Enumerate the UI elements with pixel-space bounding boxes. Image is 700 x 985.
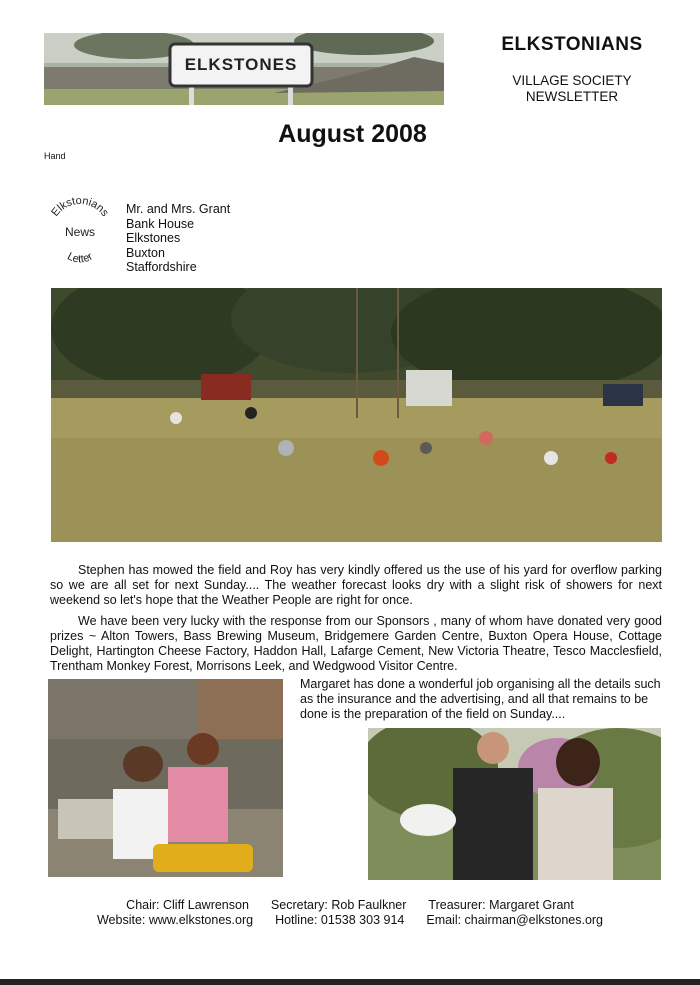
address-line: Bank House	[126, 216, 195, 231]
address-line: Elkstones	[126, 231, 181, 245]
footer-hotline: Hotline: 01538 303 914	[275, 913, 405, 927]
newsletter-logo	[44, 196, 116, 272]
bottom-edge	[0, 979, 700, 985]
logo-top-text: Elkstonians	[49, 196, 111, 219]
delivery-note: Hand	[44, 151, 66, 161]
address-line: Staffordshire	[126, 260, 197, 274]
footer-chair: Chair: Cliff Lawrenson	[126, 898, 249, 912]
footer-website: Website: www.elkstones.org	[96, 913, 254, 927]
footer-secretary: Secretary: Rob Faulkner	[270, 898, 407, 912]
paragraph-sponsors	[50, 614, 662, 674]
paragraph-text: Stephen has mowed the field and Roy has very kindly offered us the use of his yard for overflow parking so we are all set for next Sunday.... The weather forecast looks dry with a slight risk of showers for next weekend so let's hope that the Weather People are right for once.	[50, 563, 662, 607]
baking-photo	[48, 679, 283, 877]
footer-officers	[0, 898, 700, 912]
footer-treasurer: Treasurer: Margaret Grant	[428, 898, 574, 912]
footer-contacts	[0, 913, 700, 927]
subtitle-line-1: VILLAGE SOCIETY	[512, 73, 632, 88]
prize-photo	[368, 728, 661, 880]
address-line: Buxton	[126, 245, 165, 260]
paragraph-parking	[50, 563, 662, 608]
newsletter-subtitle	[472, 73, 672, 105]
footer-email: Email: chairman@elkstones.org	[426, 913, 604, 927]
svg-text:Letter	[65, 250, 95, 265]
newsletter-title: ELKSTONIANS	[501, 34, 643, 55]
address-line: Mr. and Mrs. Grant	[126, 202, 231, 216]
issue-date: August 2008	[278, 120, 427, 148]
field-games-photo	[51, 288, 662, 542]
logo-bottom-text: Letter	[65, 250, 95, 266]
svg-text:Elkstonians	[49, 196, 111, 219]
subtitle-line-2: NEWSLETTER	[525, 89, 619, 104]
logo-middle-text: News	[64, 225, 96, 239]
sign-text: ELKSTONES	[184, 55, 298, 74]
header-sign-photo	[44, 33, 444, 105]
paragraph-text: We have been very lucky with the response from our Sponsors , many of whom have donated very good prizes ~ Alton Towers, Bass Brewing Museum, Bridgemere Garden Centre, Buxton Opera House, Cottage Delight, Hartington Cheese Factory, Haddon Hall, Lafarge Cement, New Victoria Theatre, Tesco Macclesfield, Trentham Monkey Forest, Morrisons Leek, and Wedgwood Visitor Centre.	[50, 614, 662, 673]
recipient-address	[126, 202, 230, 275]
paragraph-organising: Margaret has done a wonderful job organising all the details such as the insurance and the advertising, and all that remains to be done is the preparation of the field on Sunday....	[300, 677, 661, 721]
